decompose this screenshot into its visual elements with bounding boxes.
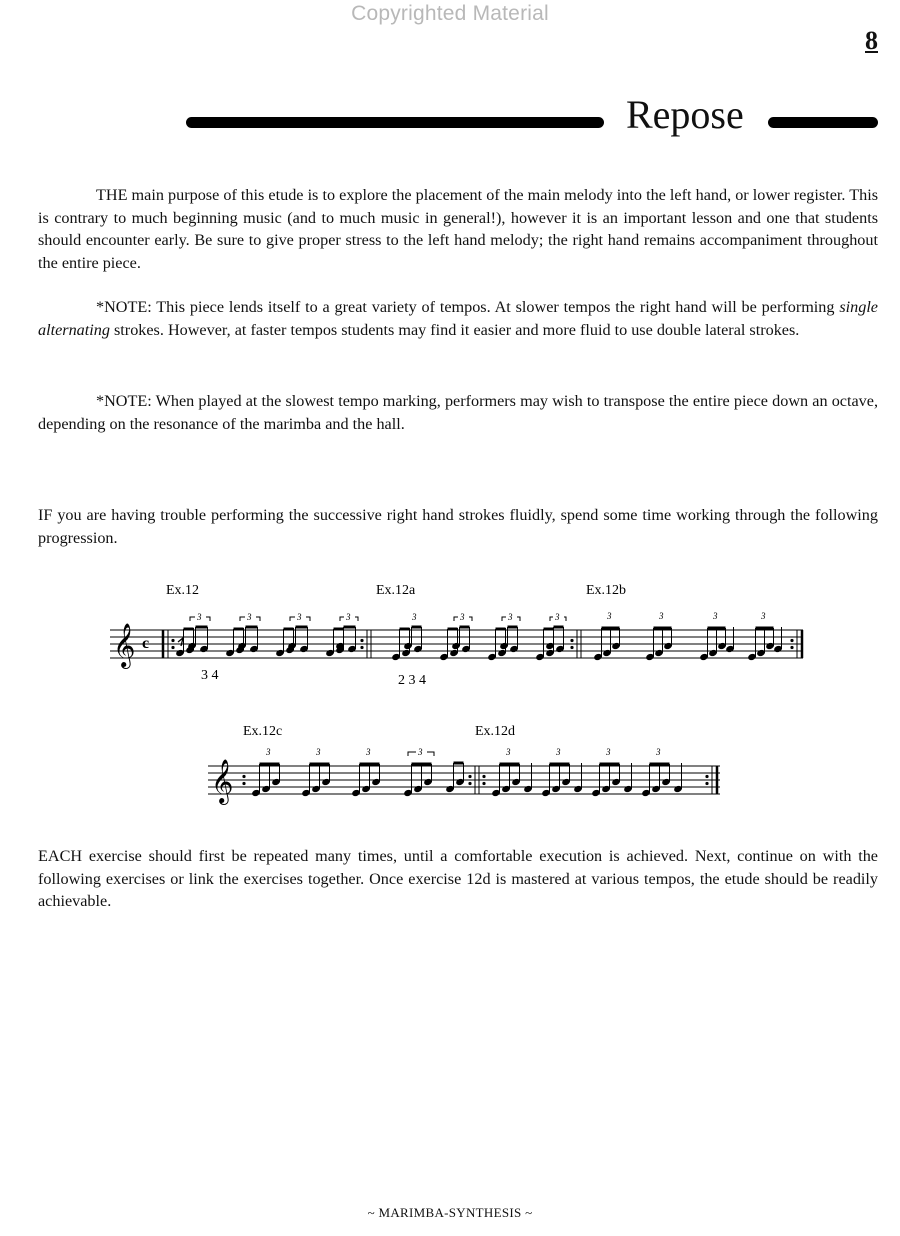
triplet-number: 3 (316, 747, 321, 757)
triplet-number: 3 (606, 747, 611, 757)
repeat-dot (468, 775, 471, 778)
progression-intro-paragraph: IF you are having trouble performing the successive right hand strokes fluidly, spend some time working through the following progression. (38, 506, 878, 547)
notes-system-2 (242, 747, 717, 797)
repeat-dot (242, 782, 245, 785)
page-title: Repose (626, 92, 744, 137)
common-time-icon: c (142, 635, 150, 652)
repeat-dot (570, 639, 573, 642)
fingering-12a: 2 3 4 (398, 673, 426, 688)
triplet-number: 3 (508, 612, 513, 622)
exercise-label-12: Ex.12 (166, 583, 200, 598)
triplet-number: 3 (555, 612, 560, 622)
repeat-dot (360, 639, 363, 642)
triplet-number: 3 (659, 611, 664, 621)
copyright-watermark: Copyrighted Material (351, 2, 549, 25)
treble-clef-icon: 𝄞 (113, 625, 136, 667)
exercise-label-12d: Ex.12d (475, 724, 516, 739)
triplet-number: 3 (297, 612, 302, 622)
triplet-number: 3 (761, 611, 766, 621)
octave-note-paragraph: *NOTE: When played at the slowest tempo marking, performers may wish to transpose the entire piece down an octave, depending on the resonance of the marimba and the hall. (38, 392, 878, 433)
triplet-number: 3 (197, 612, 202, 622)
intro-paragraph: THE main purpose of this etude is to explore the placement of the main melody into the left hand, or lower register. This is contrary to much beginning music (and to much music in general!), however it is an important lesson and one that students should encounter early. Be sure to give proper stress to the left hand melody; the right hand remains accompaniment throughout the entire piece. (38, 186, 878, 272)
page-number: 8 (865, 26, 878, 55)
tempo-note-italic: single alternating (38, 298, 878, 339)
repeat-dot (705, 775, 708, 778)
repeat-dot (790, 646, 793, 649)
tempo-note-text-start: *NOTE: This piece lends itself to a great variety of tempos. At slower tempos the right hand will be performing (96, 298, 840, 316)
triplet-number: 3 (418, 747, 423, 757)
treble-clef-icon-2: 𝄞 (211, 761, 234, 803)
closing-paragraph: EACH exercise should first be repeated many times, until a comfortable execution is achieved. Next, continue on with the following exercises or link the exercises together. Once exercise 12d is mastered at various tempos, the etude should be readily achievable. (38, 847, 878, 911)
triplet-number: 3 (556, 747, 561, 757)
repeat-dot (705, 782, 708, 785)
triplet-number: 3 (412, 612, 417, 622)
tempo-note-text-end: strokes. However, at faster tempos students may find it easier and more fluid to use double lateral strokes. (109, 320, 800, 339)
repeat-dot (171, 639, 174, 642)
triplet-number: 3 (607, 611, 612, 621)
triplet-number: 3 (346, 612, 351, 622)
repeat-dot (790, 639, 793, 642)
repeat-dot (482, 775, 485, 778)
triplet-number: 3 (247, 612, 252, 622)
triplet-number: 3 (506, 747, 511, 757)
repeat-dot (482, 782, 485, 785)
triplet-number: 3 (656, 747, 661, 757)
footer-title: ~ MARIMBA-SYNTHESIS ~ (367, 1205, 533, 1220)
repeat-dot (570, 646, 573, 649)
repeat-dot (242, 775, 245, 778)
eighth-rest-icon (178, 638, 183, 646)
triplet-number: 3 (266, 747, 271, 757)
notes-system-1 (163, 611, 802, 661)
exercise-label-12a: Ex.12a (376, 583, 416, 598)
repeat-dot (360, 646, 363, 649)
exercise-label-12c: Ex.12c (243, 724, 283, 739)
repeat-dot (171, 646, 174, 649)
triplet-number: 3 (460, 612, 465, 622)
repeat-dot (468, 782, 471, 785)
triplet-number: 3 (713, 611, 718, 621)
exercise-label-12b: Ex.12b (586, 583, 627, 598)
triplet-number: 3 (366, 747, 371, 757)
fingering-12: 3 4 (201, 668, 219, 683)
